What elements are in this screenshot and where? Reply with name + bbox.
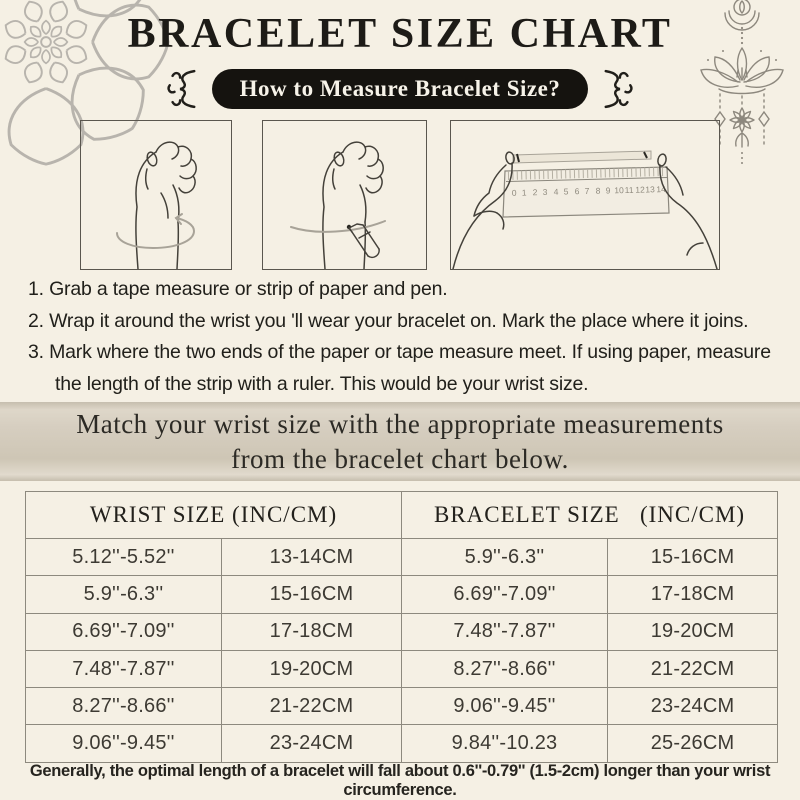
wrist-inch-cell: 7.48''-7.87''	[26, 650, 222, 687]
wrist-inch-cell: 8.27''-8.66''	[26, 688, 222, 725]
svg-text:3: 3	[542, 186, 548, 198]
illustration-ruler-measure	[450, 120, 720, 270]
svg-text:14: 14	[656, 184, 666, 195]
bracelet-inch-cell: 9.84''-10.23	[402, 725, 608, 762]
bracelet-cm-cell: 19-20CM	[608, 613, 778, 650]
table-row	[26, 688, 778, 725]
wrist-size-header: WRIST SIZE (INC/CM)	[26, 492, 402, 539]
svg-text:11: 11	[624, 184, 634, 196]
wrist-cm-cell: 21-22CM	[222, 688, 402, 725]
bracelet-cm-cell: 23-24CM	[608, 688, 778, 725]
svg-text:4: 4	[553, 186, 559, 197]
svg-text:8: 8	[595, 185, 601, 196]
svg-text:5: 5	[563, 186, 569, 197]
bracelet-inch-cell: 6.69''-7.09''	[402, 576, 608, 613]
bracelet-inch-cell: 9.06''-9.45''	[402, 688, 608, 725]
instructions-list	[28, 274, 780, 400]
table-header-row	[26, 492, 778, 539]
wrist-inch-cell: 5.9''-6.3''	[26, 576, 222, 613]
bracelet-size-header: BRACELET SIZE (INC/CM)	[402, 492, 778, 539]
badge-row	[0, 66, 800, 112]
wrist-cm-cell: 15-16CM	[222, 576, 402, 613]
instruction-step-1: 1. Grab a tape measure or strip of paper and pen.	[28, 278, 448, 300]
page-title: BRACELET SIZE CHART	[127, 11, 673, 57]
svg-text:13: 13	[645, 184, 655, 195]
bracelet-inch-cell: 7.48''-7.87''	[402, 613, 608, 650]
footer-note: Generally, the optimal length of a bracelet will fall about 0.6''-0.79'' (1.5-2cm) longer than your wrist circumference.	[29, 762, 771, 799]
bracelet-inch-cell: 8.27''-8.66''	[402, 650, 608, 687]
wrist-cm-cell: 23-24CM	[222, 725, 402, 762]
illustration-wrap-tape	[80, 120, 232, 270]
bracelet-cm-cell: 21-22CM	[608, 650, 778, 687]
wrist-inch-cell: 5.12''-5.52''	[26, 539, 222, 576]
banner-line-2: from the bracelet chart below.	[231, 443, 569, 474]
table-row	[26, 725, 778, 762]
svg-text:6: 6	[574, 186, 580, 197]
table-row	[26, 576, 778, 613]
wrist-inch-cell: 6.69''-7.09''	[26, 613, 222, 650]
svg-text:10: 10	[614, 185, 624, 196]
bracelet-cm-cell: 15-16CM	[608, 539, 778, 576]
illustration-mark-pen	[262, 120, 427, 270]
size-table	[25, 491, 778, 763]
bracelet-cm-cell: 17-18CM	[608, 576, 778, 613]
bracelet-cm-cell: 25-26CM	[608, 725, 778, 762]
instruction-step-2: 2. Wrap it around the wrist you 'll wear your bracelet on. Mark the place where it joins.	[28, 309, 749, 332]
wrist-cm-cell: 13-14CM	[222, 539, 402, 576]
wrist-cm-cell: 17-18CM	[222, 613, 402, 650]
svg-text:7: 7	[584, 185, 590, 197]
banner-line-1: Match your wrist size with the appropriate measurements	[76, 408, 724, 439]
table-row	[26, 539, 778, 576]
svg-text:12: 12	[635, 184, 645, 195]
bracelet-inch-cell: 5.9''-6.3''	[402, 539, 608, 576]
squiggle-right-icon	[602, 66, 634, 112]
svg-text:2: 2	[532, 187, 538, 198]
match-size-banner	[0, 402, 800, 481]
how-to-measure-badge: How to Measure Bracelet Size?	[212, 69, 589, 109]
table-row	[26, 613, 778, 650]
wrist-cm-cell: 19-20CM	[222, 650, 402, 687]
table-row	[26, 650, 778, 687]
svg-text:0: 0	[511, 187, 517, 198]
svg-text:9: 9	[605, 185, 611, 196]
instruction-step-3: 3. Mark where the two ends of the paper or tape measure meet. If using paper, measure the length of the strip with a ruler. This would be your wrist size.	[28, 341, 771, 395]
svg-text:1: 1	[521, 187, 527, 198]
wrist-inch-cell: 9.06''-9.45''	[26, 725, 222, 762]
squiggle-left-icon	[166, 66, 198, 112]
